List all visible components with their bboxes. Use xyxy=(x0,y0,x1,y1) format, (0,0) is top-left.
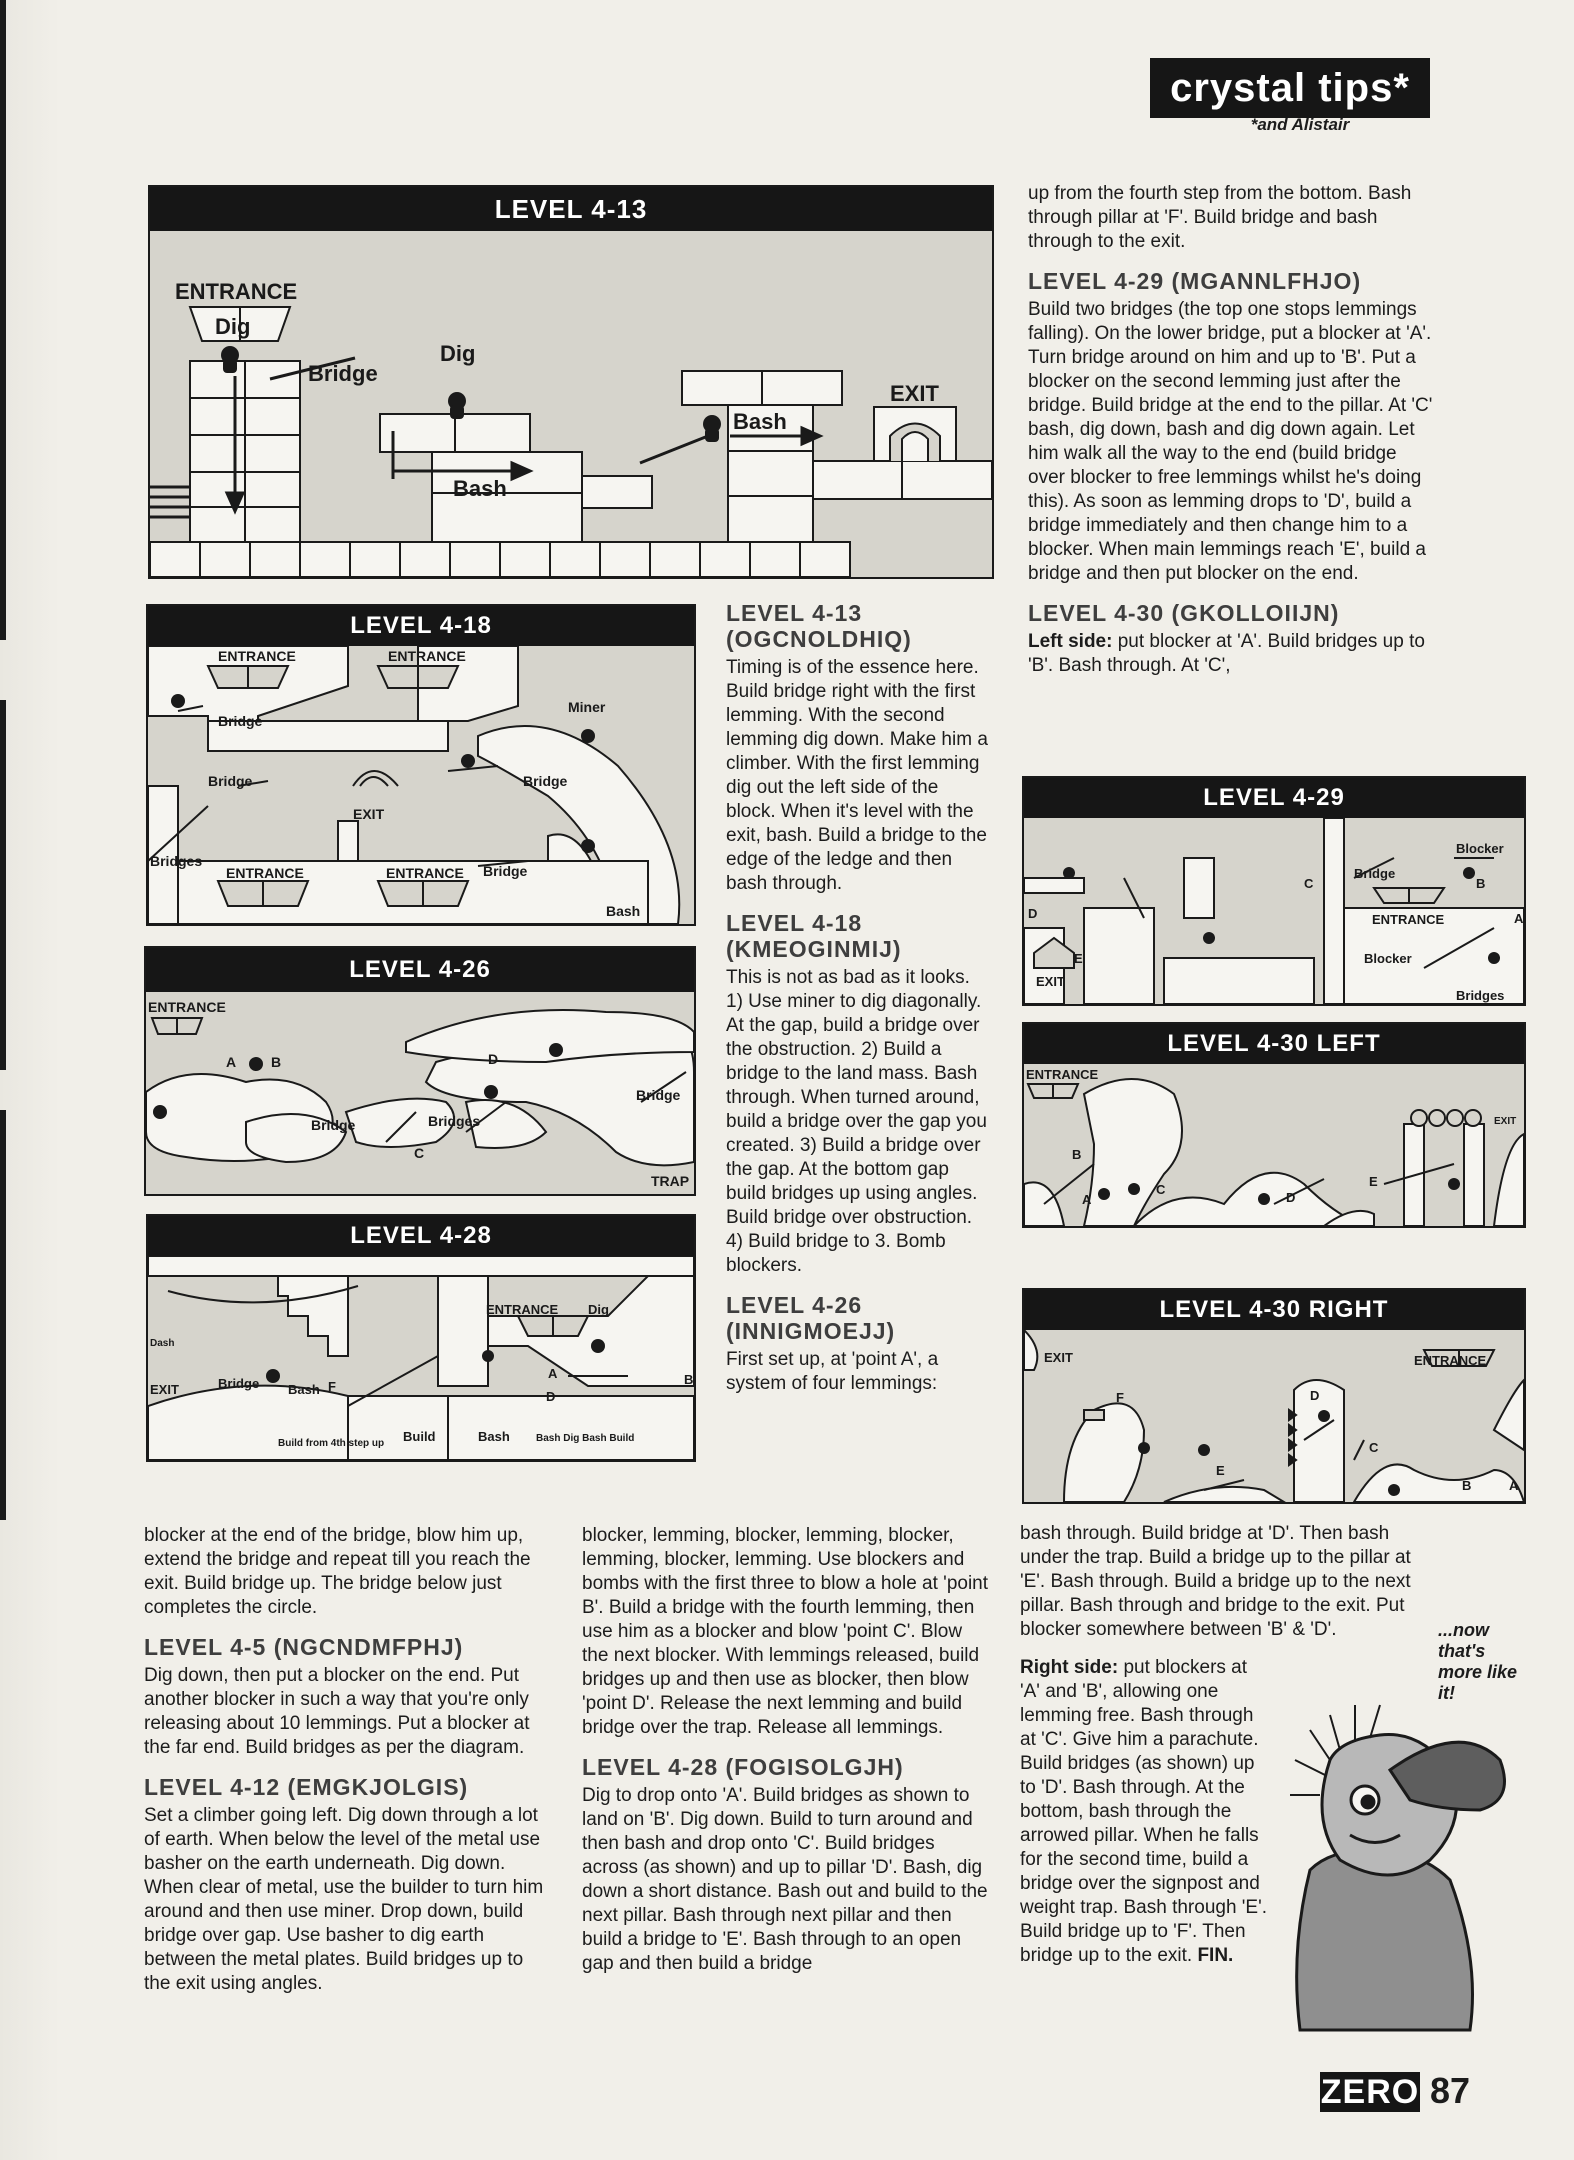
label-bridge: Bridge xyxy=(308,361,378,386)
label-bridges: Bridges xyxy=(428,1113,481,1129)
paragraph: Build two bridges (the top one stops lemmings falling). On the lower bridge, put a blocker at 'A'. Turn bridge around on him and up to 'B'. Put a blocker on the second lemming just after the bridge. Build bridge at the end to the pillar. At 'C' bash, dig down, bash and dig down again. Let him walk all the way to the end (build bridge over blocker to free lemmings whilst he's doing this). As soon as lemming drops to 'D', build a bridge immediately and then change him to a blocker. When main lemmings reach 'E', build a bridge and then put blocker on the end. xyxy=(1028,299,1433,584)
paragraph: blocker at the end of the bridge, blow him up, extend the bridge and repeat till you reach the exit. Build bridge up. The bridge below just completes the circle. xyxy=(144,1525,531,1618)
label-miner: Miner xyxy=(568,699,606,715)
binding-strip xyxy=(0,1110,6,1520)
section-heading: LEVEL 4-30 (GKOLLOIIJN) xyxy=(1028,600,1340,626)
binding-strip xyxy=(0,700,6,1070)
label-c: C xyxy=(1304,876,1314,891)
section-subtitle: *and Alistair xyxy=(1250,115,1350,134)
column-2-bottom-text xyxy=(582,1524,988,1990)
label-bridges: Bridges xyxy=(150,853,203,869)
label-build-from: Build from 4th step up xyxy=(278,1438,385,1449)
label-e: E xyxy=(1216,1463,1225,1478)
paragraph: blocker, lemming, blocker, lemming, blocker, lemming, blocker, lemming. Use blockers and bombs with the first three to blow a hole at 'point B'. Build a bridge with the fourth lemming, then use him as a blocker and blow 'point C'. Blow the next blocker. With lemmings released, build bridges up and then use as blocker, then blow 'point D'. Release the next lemming and build bridge over the trap. Release all lemmings. xyxy=(582,1525,989,1738)
paragraph: Dig down, then put a blocker on the end. Put another blocker in such a way that you're only releasing about 10 lemmings. Put a blocker at the far end. Build bridges as per the diagram. xyxy=(144,1665,530,1758)
figure-level-4-18 xyxy=(146,604,696,926)
page-number: 87 xyxy=(1430,2070,1471,2111)
label-blocker: Blocker xyxy=(1364,951,1412,966)
label-d: D xyxy=(546,1389,556,1404)
figure-title: LEVEL 4-26 xyxy=(146,948,694,992)
section-heading: LEVEL 4-29 (MGANNLFHJO) xyxy=(1028,268,1362,294)
label-bridge: Bridge xyxy=(1354,866,1396,881)
level-map xyxy=(146,992,694,1194)
level-map xyxy=(148,1256,694,1460)
level-map xyxy=(1024,1330,1524,1502)
section-heading: LEVEL 4-12 (EMGKJOLGIS) xyxy=(144,1774,469,1800)
label-exit: EXIT xyxy=(1036,974,1065,989)
label-build: Build xyxy=(403,1429,436,1444)
label-entrance: ENTRANCE xyxy=(386,865,464,881)
figure-level-4-30-right xyxy=(1022,1288,1526,1504)
paragraph: This is not as bad as it looks. 1) Use miner to dig diagonally. At the gap, build a bridge over the obstruction. 2) Build a bridge to the land mass. Bash through. When turned around, build a bridge over the gap you created. 3) Build a bridge over the gap. At the bottom gap build bridges up using angles. Build bridge over obstruction. 4) Build bridge to 3. Bomb blockers. xyxy=(726,967,987,1276)
label-bridges: Bridges xyxy=(1456,988,1505,1003)
label-d: D xyxy=(1310,1388,1320,1403)
label-e: E xyxy=(1074,951,1083,966)
label-c: C xyxy=(1156,1182,1166,1197)
label-exit: EXIT xyxy=(1494,1116,1517,1127)
paragraph-text: put blockers at 'A' and 'B', allowing one lemming free. Bash through at 'C'. Give him a parachute. Build bridges (as shown) up to 'D'. Bash through. At the bottom, bash through the arrowed pillar. When he falls for the second time, build a bridge over the signpost and weight trap. Bash through 'E'. Build bridge up to 'F'. Then bridge up to the exit. xyxy=(1020,1657,1268,1966)
label-a: A xyxy=(1509,1478,1519,1493)
label-blocker: Blocker xyxy=(1456,841,1504,856)
label-bridge: Bridge xyxy=(311,1117,356,1133)
figure-level-4-26 xyxy=(144,946,696,1196)
label-d: D xyxy=(1028,906,1038,921)
label-bridge: Bridge xyxy=(523,773,568,789)
label-b: B xyxy=(271,1054,282,1070)
label-dig: Dig xyxy=(440,341,476,366)
magazine-logo: ZERO xyxy=(1320,2072,1420,2111)
paragraph-text: put blocker at 'A'. Build bridges up to 'B'. Bash through. At 'C', xyxy=(1028,631,1425,676)
label-bash: Bash xyxy=(606,903,641,919)
label-b: B xyxy=(1462,1478,1472,1493)
label-f: F xyxy=(328,1379,336,1394)
label-d: D xyxy=(488,1051,499,1067)
label-b: B xyxy=(684,1372,694,1387)
label-bash: Bash xyxy=(288,1382,320,1397)
level-map xyxy=(1024,1064,1524,1226)
section-heading: LEVEL 4-28 (FOGISOLGJH) xyxy=(582,1754,904,1780)
label-bash-dig: Bash Dig Bash Build xyxy=(536,1433,635,1444)
column-1-text xyxy=(144,1524,552,2010)
label-bridge: Bridge xyxy=(218,713,263,729)
figure-title: LEVEL 4-30 LEFT xyxy=(1024,1024,1524,1064)
level-map xyxy=(1024,818,1524,1004)
label-entrance: ENTRANCE xyxy=(486,1302,559,1317)
figure-level-4-29 xyxy=(1022,776,1526,1006)
label-a: A xyxy=(1514,911,1524,926)
figure-title: LEVEL 4-30 RIGHT xyxy=(1024,1290,1524,1330)
label-exit: EXIT xyxy=(1044,1350,1073,1365)
label-bridge: Bridge xyxy=(483,863,528,879)
level-map xyxy=(150,231,992,577)
page-binding xyxy=(0,0,60,2160)
label-a: A xyxy=(548,1366,558,1381)
label-d: D xyxy=(1286,1190,1296,1205)
section-title: crystal tips* xyxy=(1150,58,1430,118)
label-entrance: ENTRANCE xyxy=(148,999,226,1015)
binding-strip xyxy=(0,0,6,640)
paragraph: Timing is of the essence here. Build bridge right with the first lemming. With the second lemming dig down. Make him a climber. With the first lemming dig out the left side of the block. When it's level with the exit, bash. Build a bridge to the edge of the ledge and then bash through. xyxy=(726,657,988,894)
aside-caption: ...now that's more like it! xyxy=(1438,1620,1518,1703)
figure-title: LEVEL 4-13 xyxy=(150,187,992,231)
label-bridge: Bridge xyxy=(208,773,253,789)
label-entrance: ENTRANCE xyxy=(175,279,298,304)
label-b: B xyxy=(1072,1147,1082,1162)
column-2-text xyxy=(726,600,991,1410)
label-bash: Bash xyxy=(478,1429,510,1444)
label-entrance: ENTRANCE xyxy=(1026,1067,1099,1082)
paragraph: up from the fourth step from the bottom. Bash through pillar at 'F'. Build bridge and bash through to the exit. xyxy=(1028,183,1412,252)
level-map xyxy=(148,646,694,924)
figure-title: LEVEL 4-18 xyxy=(148,606,694,646)
label-entrance: ENTRANCE xyxy=(388,648,466,664)
section-heading: LEVEL 4-5 (NGCNDMFPHJ) xyxy=(144,1634,464,1660)
section-heading: LEVEL 4-26 (INNIGMOEJJ) xyxy=(726,1292,896,1344)
paragraph xyxy=(1020,1656,1270,1968)
column-3-text xyxy=(1028,182,1438,692)
label-exit: EXIT xyxy=(353,806,385,822)
label-left-side: Left side: xyxy=(1028,631,1113,652)
lemming-mascot-illustration xyxy=(1270,1700,1520,2045)
label-fin: FIN. xyxy=(1197,1945,1234,1966)
figure-level-4-13 xyxy=(148,185,994,579)
label-f: F xyxy=(1116,1390,1124,1405)
section-heading: LEVEL 4-13 (OGCNOLDHIQ) xyxy=(726,600,912,652)
paragraph: bash through. Build bridge at 'D'. Then bash under the trap. Build a bridge up to the pillar at 'E'. Bash through. Build a bridge up to the next pillar. Bash through and bridge to the exit. Put blocker somewhere between 'B' & 'D'. xyxy=(1020,1523,1411,1640)
paragraph: Set a climber going left. Dig down through a lot of earth. When below the level of the metal use basher on the earth underneath. Dig down. When clear of metal, use the builder to turn him around and then use miner. Drop down, build bridge over gap. Use basher to dig earth between the metal plates. Build bridges up to the exit using angles. xyxy=(144,1805,544,1994)
label-bridge: Bridge xyxy=(218,1376,260,1391)
label-a: A xyxy=(1082,1192,1092,1207)
label-exit: EXIT xyxy=(890,381,939,406)
label-c: C xyxy=(1369,1440,1379,1455)
figure-title: LEVEL 4-28 xyxy=(148,1216,694,1256)
figure-level-4-28 xyxy=(146,1214,696,1462)
label-right-side: Right side: xyxy=(1020,1657,1119,1678)
label-entrance: ENTRANCE xyxy=(1414,1353,1487,1368)
label-c: C xyxy=(414,1145,425,1161)
label-dig: Dig xyxy=(215,314,251,339)
label-entrance: ENTRANCE xyxy=(1372,912,1445,927)
label-bridge: Bridge xyxy=(636,1087,681,1103)
label-b: B xyxy=(1476,876,1486,891)
label-exit: EXIT xyxy=(150,1382,179,1397)
label-bash: Bash xyxy=(733,409,787,434)
paragraph: First set up, at 'point A', a system of four lemmings: xyxy=(726,1349,939,1394)
label-e: E xyxy=(1369,1174,1378,1189)
label-entrance: ENTRANCE xyxy=(218,648,296,664)
label-trap: TRAP xyxy=(651,1173,690,1189)
label-dash: Dash xyxy=(150,1338,175,1349)
label-bash: Bash xyxy=(453,476,507,501)
figure-title: LEVEL 4-29 xyxy=(1024,778,1524,818)
label-entrance: ENTRANCE xyxy=(226,865,304,881)
label-a: A xyxy=(226,1054,237,1070)
paragraph: Dig to drop onto 'A'. Build bridges as shown to land on 'B'. Dig down. Build to turn around and then bash and drop onto 'C'. Build bridges across (as shown) and up to pillar 'D'. Bash, dig down a short distance. Bash out and build to the next pillar. Bash through next pillar and then build a bridge to 'E'. Bash through to an open gap and then build a bridge xyxy=(582,1785,988,1974)
section-heading: LEVEL 4-18 (KMEOGINMIJ) xyxy=(726,910,902,962)
paragraph xyxy=(1028,630,1438,678)
label-dig: Dig xyxy=(588,1302,609,1317)
figure-level-4-30-left xyxy=(1022,1022,1526,1228)
